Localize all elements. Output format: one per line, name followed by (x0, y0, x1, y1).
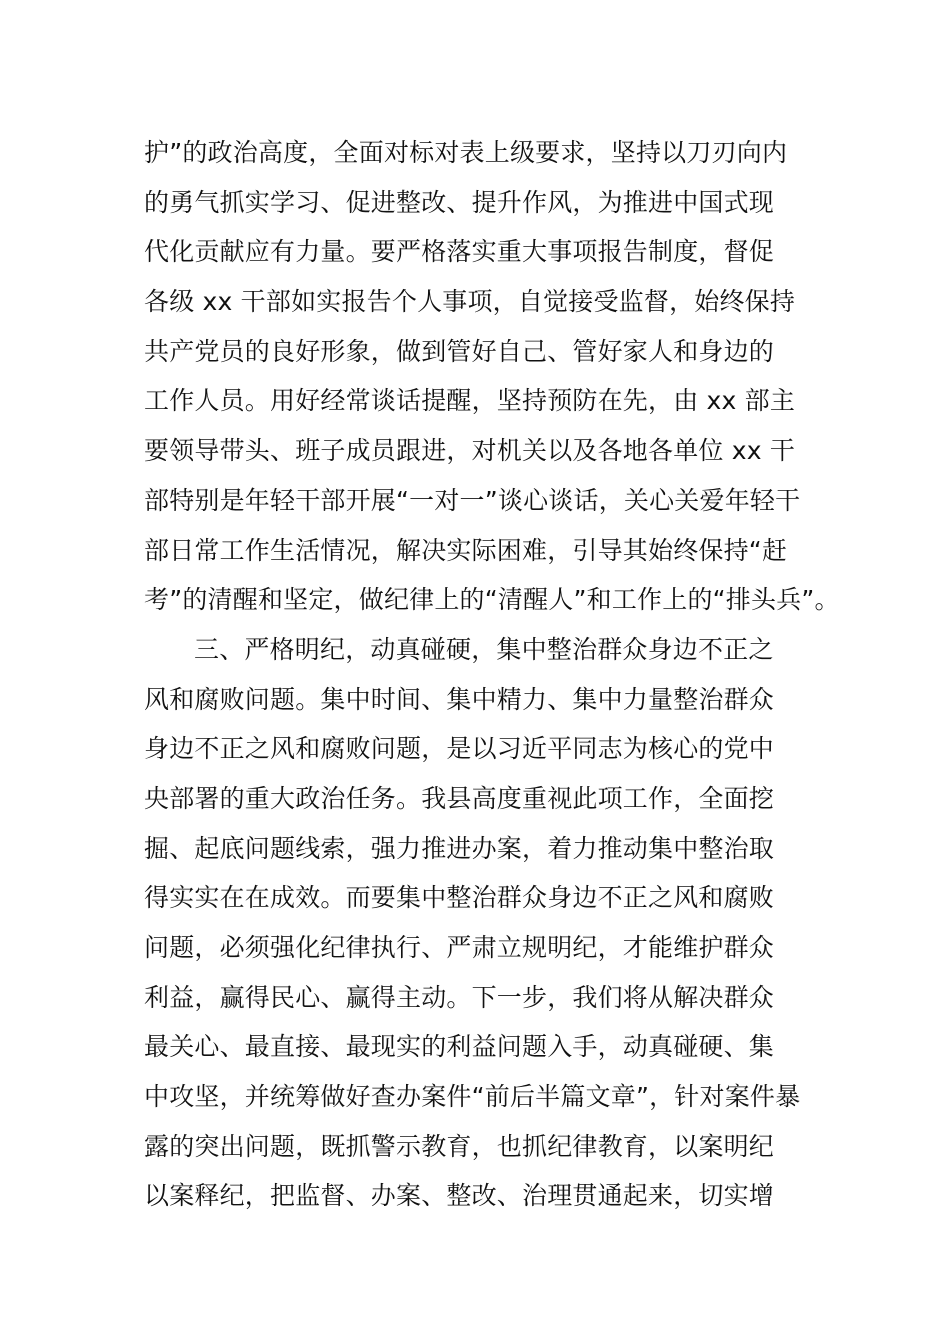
section-heading-line: 三、严格明纪，动真碰硬，集中整治群众身边不正之 (194, 634, 774, 664)
text-line: 风和腐败问题。集中时间、集中精力、集中力量整治群众 (144, 684, 775, 714)
text-line: 考”的清醒和坚定，做纪律上的“清醒人”和工作上的“排头兵”。 (144, 585, 840, 615)
text-line: 问题，必须强化纪律执行、严肃立规明纪，才能维护群众 (144, 933, 775, 962)
text-line: 身边不正之风和腐败问题，是以习近平同志为核心的党中 (144, 734, 775, 764)
text-line: 以案释纪，把监督、办案、整改、治理贯通起来，切实增 (144, 1181, 775, 1211)
text-line: 最关心、最直接、最现实的利益问题入手，动真碰硬、集 (144, 1032, 775, 1062)
text-line: 共产党员的良好形象，做到管好自己、管好家人和身边的 (144, 336, 775, 366)
text-line: 利益，赢得民心、赢得主动。下一步，我们将从解决群众 (144, 982, 775, 1012)
text-line: 得实实在在成效。而要集中整治群众身边不正之风和腐败 (144, 883, 775, 913)
text-line: 央部署的重大政治任务。我县高度重视此项工作，全面挖 (144, 783, 775, 813)
text-line: 的勇气抓实学习、促进整改、提升作风，为推进中国式现 (144, 187, 775, 217)
text-line: 掘、起底问题线索，强力推进办案，着力推动集中整治取 (144, 833, 775, 863)
text-line: 要领导带头、班子成员跟进，对机关以及各地各单位 xx 干 (144, 436, 796, 466)
text-line: 部日常工作生活情况，解决实际困难，引导其始终保持“赶 (144, 535, 788, 565)
text-line: 中攻坚，并统筹做好查办案件“前后半篇文章”，针对案件暴 (144, 1082, 801, 1112)
text-line: 护”的政治高度，全面对标对表上级要求，坚持以刀刃向内 (144, 138, 788, 167)
text-line: 代化贡献应有力量。要严格落实重大事项报告制度，督促 (144, 237, 775, 267)
text-line: 部特别是年轻干部开展“一对一”谈心谈话，关心关爱年轻干 (144, 485, 801, 515)
text-line: 工作人员。用好经常谈话提醒，坚持预防在先，由 xx 部主 (144, 386, 796, 416)
text-line: 各级 xx 干部如实报告个人事项，自觉接受监督，始终保持 (144, 287, 796, 317)
document-body (144, 128, 840, 1221)
text-line: 露的突出问题，既抓警示教育，也抓纪律教育，以案明纪 (144, 1131, 775, 1161)
